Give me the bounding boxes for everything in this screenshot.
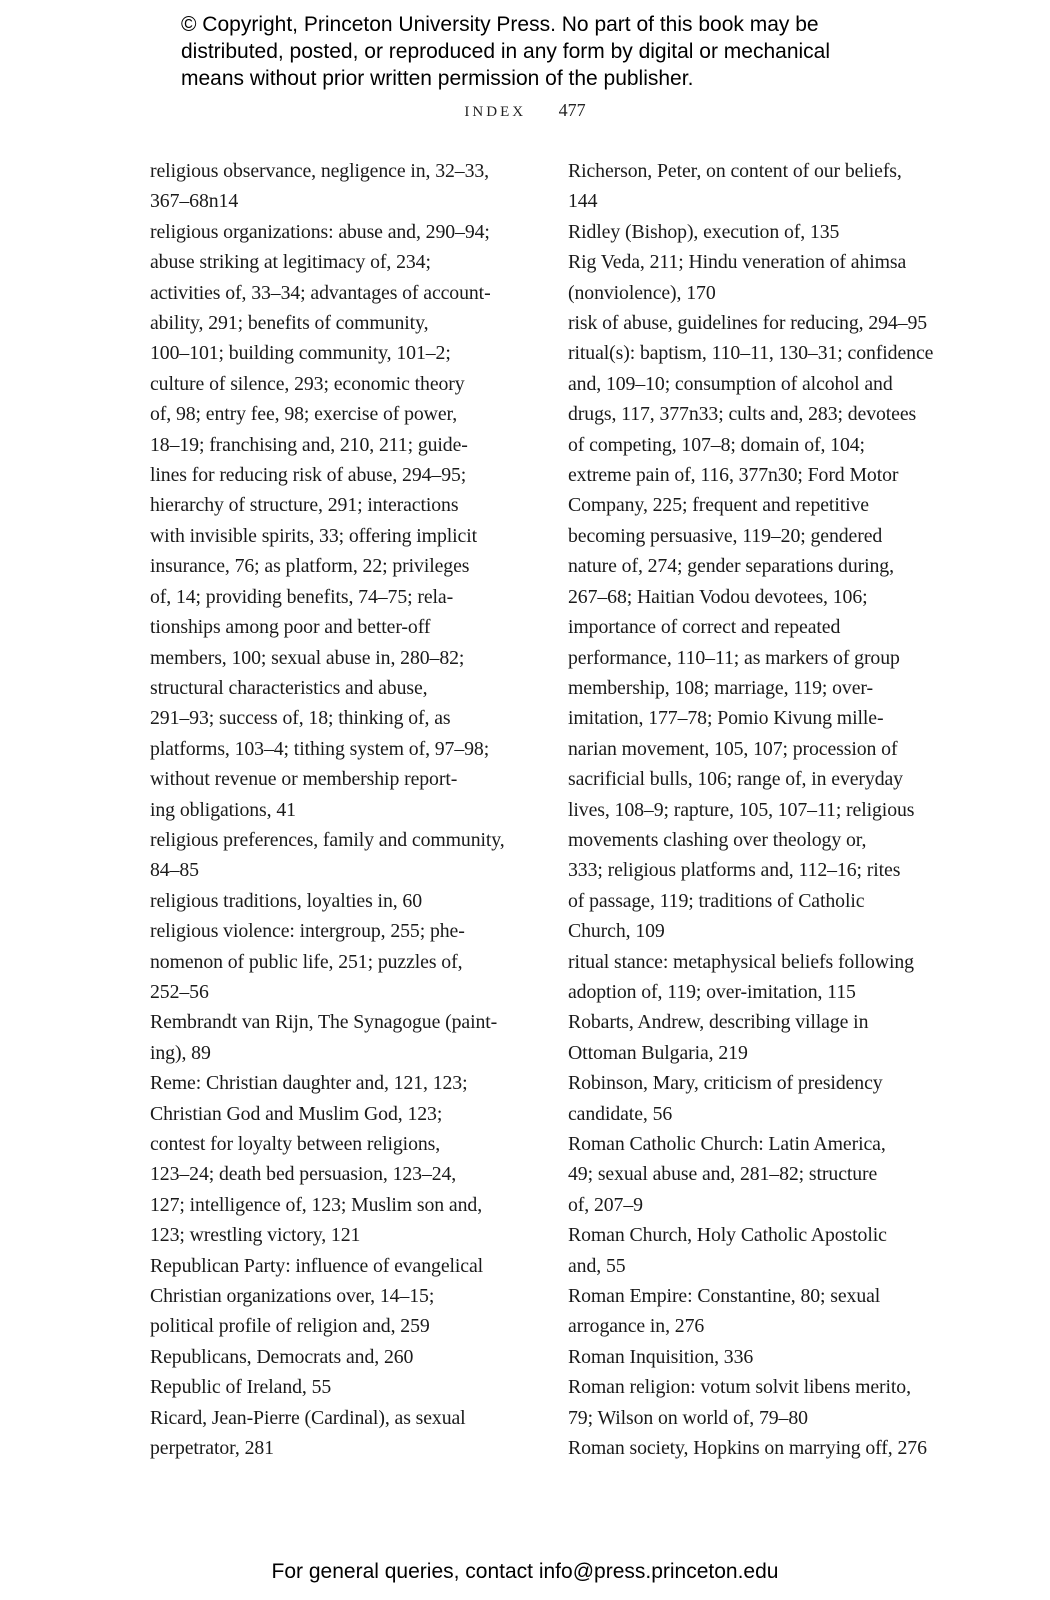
index-entry-line: activities of, 33–34; advantages of account- — [150, 281, 491, 304]
index-entry-line: 100–101; building community, 101–2; — [150, 342, 451, 365]
index-entry — [568, 1068, 943, 1129]
index-entry-line: becoming persuasive, 119–20; gendered — [568, 524, 883, 547]
page-number: 477 — [558, 100, 586, 120]
index-entry — [568, 947, 943, 1008]
copyright-line: © Copyright, Princeton University Press. No part of this book may be — [181, 13, 819, 36]
index-entry-line: religious traditions, loyalties in, 60 — [150, 889, 423, 912]
index-entry-line: Church, 109 — [568, 920, 665, 943]
index-entry-line: membership, 108; marriage, 119; over- — [568, 676, 873, 699]
index-entry-line: 84–85 — [150, 859, 199, 882]
index-entry-line: importance of correct and repeated — [568, 616, 841, 639]
index-entry-line: nomenon of public life, 251; puzzles of, — [150, 950, 463, 973]
index-column-right — [568, 156, 943, 1463]
index-entry-line: Roman Catholic Church: Latin America, — [568, 1133, 886, 1155]
index-entry-line: contest for loyalty between religions, — [150, 1133, 441, 1155]
index-entry — [568, 308, 943, 338]
index-entry — [568, 217, 943, 247]
index-entry-line: Ridley (Bishop), execution of, 135 — [568, 220, 840, 243]
index-entry — [150, 886, 520, 916]
index-entry — [568, 1281, 943, 1342]
index-entry-line: risk of abuse, guidelines for reducing, 294–95 — [568, 312, 928, 335]
index-entry-line: adoption of, 119; over-imitation, 115 — [568, 980, 856, 1003]
index-entry-line: Roman Church, Holy Catholic Apostolic — [568, 1224, 887, 1247]
index-entry-line: Roman Inquisition, 336 — [568, 1345, 754, 1368]
index-entry-line: ability, 291; benefits of community, — [150, 312, 429, 335]
index-entry — [150, 217, 520, 825]
index-entry-line: performance, 110–11; as markers of group — [568, 646, 900, 669]
index-entry-line: structural characteristics and abuse, — [150, 676, 428, 699]
index-entry — [568, 156, 943, 217]
index-entry-line: hierarchy of structure, 291; interactions — [150, 494, 459, 517]
index-entry — [150, 1251, 520, 1342]
index-entry-line: 144 — [568, 190, 598, 213]
index-entry — [150, 825, 520, 886]
index-entry-line: candidate, 56 — [568, 1102, 673, 1125]
index-entry — [568, 1129, 943, 1220]
index-entry-line: 123–24; death bed persuasion, 123–24, — [150, 1163, 457, 1186]
index-entry-line: 49; sexual abuse and, 281–82; structure — [568, 1163, 878, 1186]
index-entry-line: 367–68n14 — [150, 190, 239, 213]
index-entry-line: Roman religion: votum solvit libens merito, — [568, 1376, 911, 1399]
index-entry-line: platforms, 103–4; tithing system of, 97–98; — [150, 737, 490, 760]
index-entry — [568, 1433, 943, 1463]
index-entry-line: Ottoman Bulgaria, 219 — [568, 1041, 748, 1064]
index-entry — [150, 1403, 520, 1464]
index-entry — [568, 1372, 943, 1433]
index-entry-line: 18–19; franchising and, 210, 211; guide- — [150, 433, 468, 456]
index-entry-line: religious organizations: abuse and, 290–94; — [150, 220, 490, 243]
index-entry-line: Republic of Ireland, 55 — [150, 1376, 332, 1399]
index-entry-line: ritual(s): baptism, 110–11, 130–31; confidence — [568, 342, 934, 365]
index-entry-line: religious violence: intergroup, 255; phe- — [150, 920, 465, 943]
index-entry-line: of, 14; providing benefits, 74–75; rela- — [150, 585, 454, 608]
index-entry-line: Reme: Christian daughter and, 121, 123; — [150, 1072, 468, 1095]
index-entry-line: Company, 225; frequent and repetitive — [568, 494, 869, 517]
index-entry-line: Robarts, Andrew, describing village in — [568, 1011, 869, 1034]
index-entry-line: perpetrator, 281 — [150, 1437, 274, 1460]
index-entry-line: members, 100; sexual abuse in, 280–82; — [150, 646, 465, 669]
index-entry — [568, 1007, 943, 1068]
index-entry-line: 252–56 — [150, 980, 209, 1003]
index-entry-line: lines for reducing risk of abuse, 294–95; — [150, 464, 467, 487]
index-entry-line: ing), 89 — [150, 1041, 211, 1064]
index-column-left — [150, 156, 520, 1463]
copyright-notice — [181, 11, 1001, 92]
index-entry-line: Robinson, Mary, criticism of presidency — [568, 1072, 883, 1095]
index-entry-line: of, 207–9 — [568, 1193, 643, 1216]
section-title: INDEX — [464, 104, 527, 120]
index-entry-line: ritual stance: metaphysical beliefs following — [568, 950, 914, 973]
index-entry-line: of, 98; entry fee, 98; exercise of power, — [150, 403, 458, 426]
index-entry-line: (nonviolence), 170 — [568, 281, 716, 304]
index-entry-line: Republicans, Democrats and, 260 — [150, 1345, 414, 1368]
index-entry-line: Richerson, Peter, on content of our beliefs, — [568, 160, 902, 182]
index-entry-line: and, 109–10; consumption of alcohol and — [568, 372, 893, 395]
index-entry-line: Ricard, Jean-Pierre (Cardinal), as sexual — [150, 1406, 466, 1429]
index-entry-line: of competing, 107–8; domain of, 104; — [568, 433, 865, 456]
index-entry-line: narian movement, 105, 107; procession of — [568, 737, 898, 760]
copyright-line: means without prior written permission of the publisher. — [181, 67, 694, 90]
index-entry — [568, 1342, 943, 1372]
index-entry-line: ing obligations, 41 — [150, 798, 296, 821]
index-entry — [568, 1220, 943, 1281]
index-entry-line: Republican Party: influence of evangelical — [150, 1254, 484, 1277]
index-entry-line: Christian organizations over, 14–15; — [150, 1285, 435, 1308]
index-entry-line: 291–93; success of, 18; thinking of, as — [150, 707, 451, 730]
index-entry-line: arrogance in, 276 — [568, 1315, 705, 1338]
index-entry-line: drugs, 117, 377n33; cults and, 283; devotees — [568, 403, 917, 426]
index-entry-line: insurance, 76; as platform, 22; privileges — [150, 555, 470, 578]
index-entry-line: 127; intelligence of, 123; Muslim son and, — [150, 1193, 483, 1216]
index-entry-line: imitation, 177–78; Pomio Kivung mille- — [568, 707, 884, 730]
index-entry — [150, 1342, 520, 1372]
index-entry-line: religious preferences, family and community, — [150, 828, 505, 851]
index-entry — [150, 1068, 520, 1250]
index-entry-line: without revenue or membership report- — [150, 768, 458, 791]
running-head — [0, 100, 1050, 121]
index-entry-line: nature of, 274; gender separations during, — [568, 555, 894, 578]
index-entry-line: movements clashing over theology or, — [568, 828, 867, 851]
index-entry-line: political profile of religion and, 259 — [150, 1315, 430, 1338]
index-entry-line: 123; wrestling victory, 121 — [150, 1224, 361, 1247]
index-entry-line: tionships among poor and better-off — [150, 616, 431, 639]
index-entry-line: extreme pain of, 116, 377n30; Ford Motor — [568, 464, 899, 487]
index-entry-line: 267–68; Haitian Vodou devotees, 106; — [568, 585, 868, 608]
index-entry-line: with invisible spirits, 33; offering implicit — [150, 524, 478, 547]
footer-contact: For general queries, contact info@press.princeton.edu — [271, 1560, 779, 1583]
index-entry — [150, 1007, 520, 1068]
index-entry-line: abuse striking at legitimacy of, 234; — [150, 251, 431, 274]
index-entry-line: sacrificial bulls, 106; range of, in everyday — [568, 768, 903, 791]
index-entry-line: religious observance, negligence in, 32–33, — [150, 160, 490, 182]
index-entry-line: Roman society, Hopkins on marrying off, 276 — [568, 1437, 927, 1460]
index-entry — [150, 916, 520, 1007]
index-entry-line: 333; religious platforms and, 112–16; rites — [568, 859, 901, 882]
index-entry-line: Roman Empire: Constantine, 80; sexual — [568, 1285, 881, 1308]
index-entry — [150, 1372, 520, 1402]
index-entry-line: culture of silence, 293; economic theory — [150, 372, 465, 395]
index-entry-line: lives, 108–9; rapture, 105, 107–11; religious — [568, 798, 915, 821]
copyright-line: distributed, posted, or reproduced in any form by digital or mechanical — [181, 40, 831, 63]
index-entry-line: 79; Wilson on world of, 79–80 — [568, 1406, 808, 1429]
index-entry — [568, 247, 943, 308]
index-entry — [150, 156, 520, 217]
index-entry-line: of passage, 119; traditions of Catholic — [568, 889, 865, 912]
index-entry-line: Rig Veda, 211; Hindu veneration of ahimsa — [568, 251, 907, 274]
index-entry-line: and, 55 — [568, 1254, 626, 1277]
index-entry — [568, 338, 943, 946]
index-entry-line: Christian God and Muslim God, 123; — [150, 1102, 443, 1125]
index-entry-line: Rembrandt van Rijn, The Synagogue (paint- — [150, 1011, 498, 1034]
